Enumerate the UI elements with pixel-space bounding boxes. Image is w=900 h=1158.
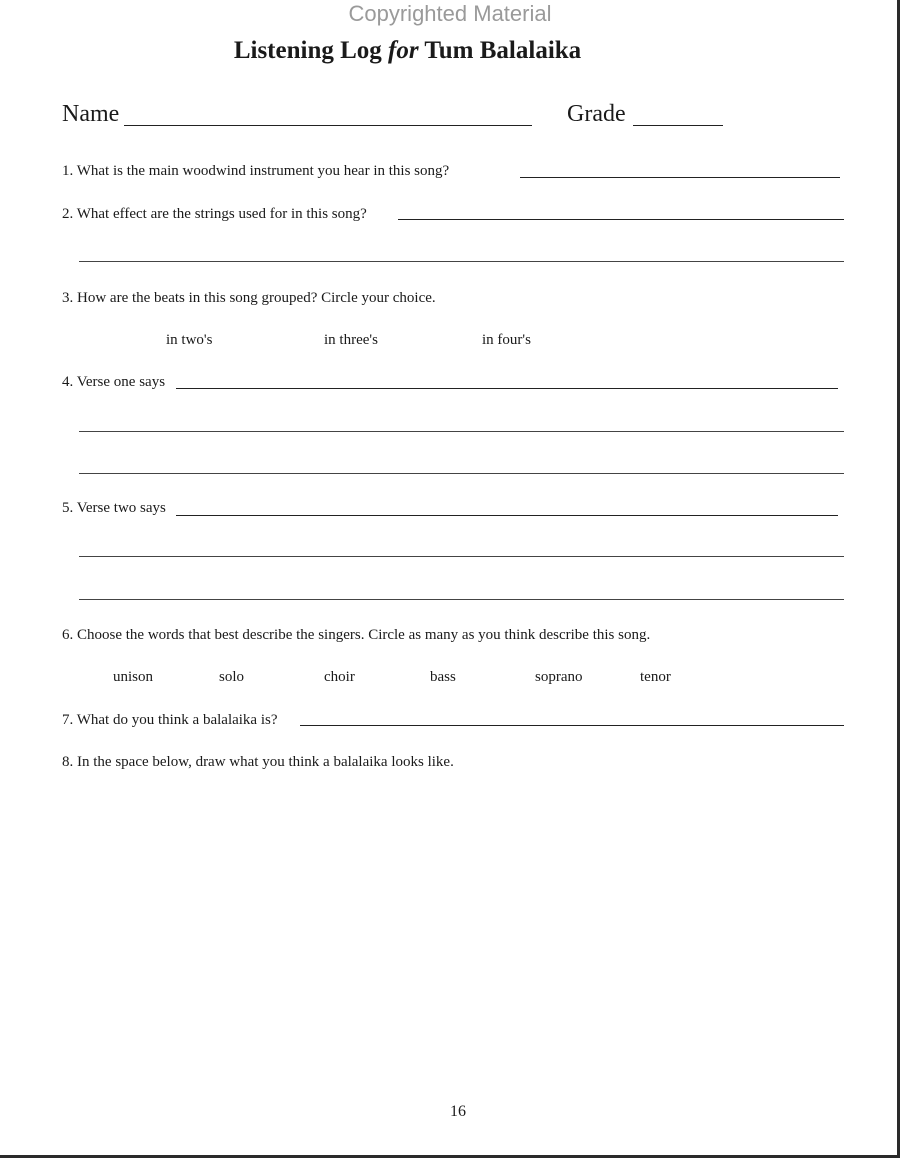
- question-2: 2. What effect are the strings used for in this song?: [62, 206, 367, 222]
- beat-option-twos[interactable]: in two's: [166, 332, 213, 348]
- beat-option-fours[interactable]: in four's: [482, 332, 531, 348]
- name-label: Name: [62, 101, 120, 127]
- singer-option-choir[interactable]: choir: [324, 669, 355, 685]
- question-7: 7. What do you think a balalaika is?: [62, 712, 278, 728]
- answer-line-4a[interactable]: [176, 388, 838, 389]
- answer-line-1[interactable]: [520, 177, 840, 178]
- answer-line-4c[interactable]: [79, 473, 844, 474]
- answer-line-7[interactable]: [300, 725, 844, 726]
- singer-option-tenor[interactable]: tenor: [640, 669, 671, 685]
- title-part2: Tum Balalaika: [418, 37, 582, 64]
- copyright-watermark: Copyrighted Material: [348, 1, 552, 26]
- name-field-line[interactable]: [124, 125, 532, 126]
- singer-option-unison[interactable]: unison: [113, 669, 154, 685]
- question-3: 3. How are the beats in this song grouped? Circle your choice.: [62, 290, 436, 306]
- grade-label: Grade: [567, 101, 626, 127]
- singer-option-solo[interactable]: solo: [219, 669, 245, 685]
- answer-line-4b[interactable]: [79, 431, 844, 432]
- drawing-area[interactable]: [62, 790, 842, 1080]
- answer-line-2b[interactable]: [79, 261, 844, 262]
- beat-option-threes[interactable]: in three's: [324, 332, 378, 348]
- question-8: 8. In the space below, draw what you think a balalaika looks like.: [62, 754, 454, 770]
- page-number: 16: [450, 1103, 466, 1120]
- answer-line-2a[interactable]: [398, 219, 844, 220]
- title-part1: Listening Log: [233, 37, 389, 64]
- question-4: 4. Verse one says: [62, 374, 166, 390]
- answer-line-5c[interactable]: [79, 599, 844, 600]
- title-for: for: [388, 37, 419, 64]
- answer-line-5a[interactable]: [176, 515, 838, 516]
- grade-field-line[interactable]: [633, 125, 723, 126]
- singer-option-bass[interactable]: bass: [430, 669, 456, 685]
- singer-option-soprano[interactable]: soprano: [535, 669, 583, 685]
- question-6: 6. Choose the words that best describe the singers. Circle as many as you think describe this song.: [62, 627, 651, 643]
- question-5: 5. Verse two says: [62, 500, 166, 516]
- page-title: [0, 36, 815, 66]
- question-1: 1. What is the main woodwind instrument you hear in this song?: [62, 163, 450, 179]
- answer-line-5b[interactable]: [79, 556, 844, 557]
